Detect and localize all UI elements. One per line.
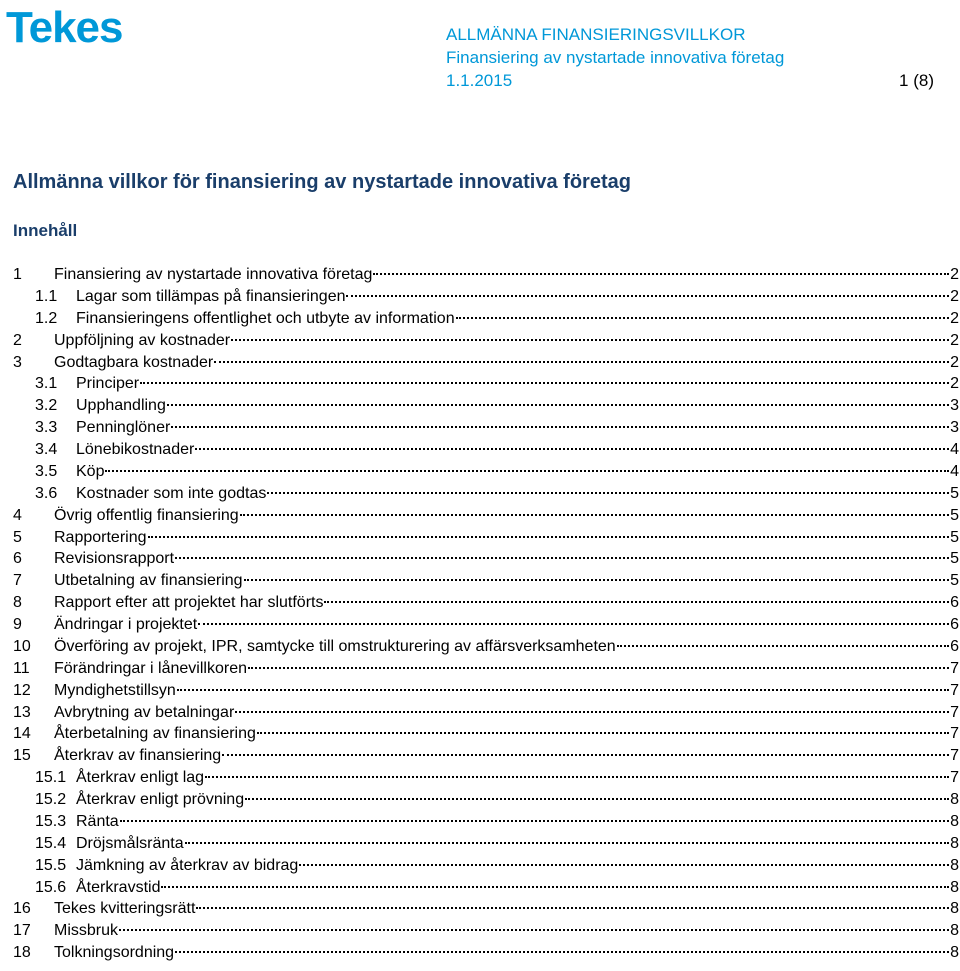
toc-entry[interactable] [13, 417, 959, 439]
toc-entry-page: 8 [950, 878, 959, 896]
header-document-type: ALLMÄNNA FINANSIERINGSVILLKOR [446, 25, 746, 44]
toc-entry-number: 1.1 [35, 287, 58, 305]
toc-dot-leader [140, 382, 949, 384]
toc-entry-number: 9 [13, 616, 22, 633]
toc-entry[interactable] [13, 439, 959, 461]
toc-entry-page: 3 [950, 397, 959, 415]
toc-entry-title: Finansiering av nystartade innovativa företag [54, 266, 373, 283]
toc-entry-page: 8 [950, 944, 959, 962]
toc-dot-leader [214, 361, 949, 363]
toc-dot-leader [324, 601, 949, 603]
toc-entry-page: 8 [950, 812, 959, 830]
toc-dot-leader [161, 886, 949, 888]
toc-entry[interactable] [13, 898, 959, 920]
toc-entry[interactable] [13, 767, 959, 789]
toc-dot-leader [373, 273, 949, 275]
toc-entry-title: Dröjsmålsränta [76, 834, 184, 852]
toc-entry-title: Uppföljning av kostnader [54, 331, 231, 349]
toc-dot-leader [171, 426, 949, 428]
toc-entry-number: 3.6 [35, 484, 58, 502]
toc-entry-number: 10 [13, 637, 31, 655]
toc-entry-page: 6 [950, 637, 959, 655]
toc-entry-number: 3.1 [35, 375, 58, 393]
toc-entry[interactable] [13, 877, 959, 899]
toc-entry-number: 1 [13, 266, 22, 283]
tekes-logo: Tekes [6, 3, 123, 52]
toc-entry-title: Avbrytning av betalningar [54, 703, 235, 721]
toc-dot-leader [617, 645, 949, 647]
toc-entry-page: 5 [950, 484, 959, 502]
toc-entry[interactable] [13, 702, 959, 724]
toc-entry[interactable] [13, 548, 959, 570]
toc-dot-leader [231, 339, 949, 341]
toc-entry-page: 2 [950, 266, 959, 283]
toc-dot-leader [148, 536, 950, 538]
toc-entry[interactable] [13, 614, 959, 636]
page-number: 1 (8) [899, 71, 934, 90]
toc-entry-number: 3.4 [35, 441, 58, 458]
toc-entry-number: 17 [13, 922, 31, 940]
toc-entry-page: 8 [950, 834, 959, 852]
toc-entry-title: Förändringar i lånevillkoren [54, 659, 247, 677]
toc-dot-leader [299, 864, 949, 866]
toc-entry[interactable] [13, 745, 959, 767]
toc-entry-page: 8 [950, 856, 959, 874]
toc-entry-number: 16 [13, 900, 31, 918]
toc-dot-leader [120, 820, 949, 822]
toc-entry[interactable] [13, 636, 959, 658]
toc-entry-page: 7 [950, 725, 959, 743]
toc-entry[interactable] [13, 264, 959, 286]
toc-dot-leader [248, 667, 949, 669]
toc-entry-title: Ränta [76, 812, 119, 830]
toc-entry[interactable] [13, 833, 959, 855]
toc-entry-number: 8 [13, 594, 22, 612]
toc-dot-leader [456, 317, 949, 319]
toc-entry[interactable] [13, 855, 959, 877]
toc-entry[interactable] [13, 527, 959, 549]
toc-entry-page: 2 [950, 353, 959, 371]
toc-entry-title: Återkravstid [76, 878, 161, 896]
toc-entry-number: 1.2 [35, 309, 58, 327]
toc-entry[interactable] [13, 680, 959, 702]
toc-entry-number: 15.1 [35, 769, 67, 787]
toc-dot-leader [105, 470, 949, 472]
header-document-subject: Finansiering av nystartade innovativa företag [446, 48, 785, 67]
toc-entry-title: Rapport efter att projektet har slutförts [54, 594, 324, 612]
toc-dot-leader [205, 776, 949, 778]
toc-entry-page: 8 [950, 900, 959, 918]
toc-entry-title: Utbetalning av finansiering [54, 572, 243, 590]
toc-entry-title: Godtagbara kostnader [54, 353, 214, 371]
toc-dot-leader [240, 514, 949, 516]
toc-dot-leader [235, 711, 949, 713]
toc-dot-leader [346, 295, 949, 297]
toc-entry[interactable] [13, 395, 959, 417]
toc-dot-leader [245, 798, 949, 800]
toc-entry-title: Principer [76, 375, 140, 393]
toc-entry-page: 6 [950, 594, 959, 612]
toc-entry-page: 2 [950, 309, 959, 327]
toc-entry-page: 8 [950, 791, 959, 808]
toc-entry-page: 5 [950, 550, 959, 568]
table-of-contents [13, 264, 959, 964]
toc-entry-number: 3.5 [35, 462, 58, 480]
toc-entry-title: Finansieringens offentlighet och utbyte av information [76, 309, 455, 327]
toc-entry-page: 3 [950, 419, 959, 437]
toc-entry[interactable] [13, 373, 959, 395]
toc-entry-number: 15.5 [35, 856, 67, 874]
toc-entry-number: 3.2 [35, 397, 58, 415]
toc-entry-page: 5 [950, 572, 959, 590]
toc-entry-title: Tekes kvitteringsrätt [54, 900, 196, 918]
document-title: Allmänna villkor för finansiering av nystartade innovativa företag [13, 171, 631, 193]
toc-entry-number: 5 [13, 528, 22, 546]
toc-entry-number: 14 [13, 725, 31, 743]
toc-entry[interactable] [13, 505, 959, 527]
toc-dot-leader [175, 951, 949, 953]
toc-entry-page: 5 [950, 506, 959, 524]
toc-dot-leader [196, 907, 949, 909]
toc-entry-title: Upphandling [76, 397, 166, 415]
toc-dot-leader [198, 623, 949, 625]
toc-entry-number: 15.3 [35, 812, 67, 830]
toc-entry-page: 4 [950, 462, 959, 480]
toc-entry-number: 12 [13, 681, 31, 699]
toc-entry-number: 13 [13, 703, 31, 721]
toc-dot-leader [177, 689, 949, 691]
toc-dot-leader [244, 579, 950, 581]
toc-entry-number: 4 [13, 506, 22, 524]
toc-entry-title: Återkrav enligt prövning [76, 791, 245, 808]
toc-dot-leader [222, 754, 949, 756]
toc-entry-page: 7 [950, 747, 959, 765]
toc-entry-page: 2 [950, 375, 959, 393]
toc-entry-number: 15.4 [35, 834, 67, 852]
toc-dot-leader [119, 929, 949, 931]
toc-entry-title: Återkrav enligt lag [76, 769, 205, 787]
toc-entry-page: 7 [950, 703, 959, 721]
toc-entry-title: Myndighetstillsyn [54, 681, 176, 699]
toc-entry-page: 2 [950, 287, 959, 305]
toc-entry-title: Revisionsrapport [54, 550, 175, 568]
toc-dot-leader [257, 732, 949, 734]
toc-entry[interactable] [13, 286, 959, 308]
toc-entry-page: 7 [950, 681, 959, 699]
toc-entry[interactable] [13, 352, 959, 374]
toc-entry-number: 3 [13, 353, 22, 371]
toc-entry[interactable] [13, 592, 959, 614]
toc-entry[interactable] [13, 330, 959, 352]
toc-entry[interactable] [13, 570, 959, 592]
toc-entry[interactable] [13, 811, 959, 833]
toc-entry[interactable] [13, 942, 959, 964]
toc-entry-title: Jämkning av återkrav av bidrag [76, 856, 299, 874]
toc-entry-title: Tolkningsordning [54, 944, 175, 962]
toc-entry-number: 15 [13, 747, 31, 765]
toc-entry-title: Missbruk [54, 922, 119, 940]
toc-heading: Innehåll [13, 221, 78, 240]
toc-entry-page: 6 [950, 616, 959, 633]
toc-entry[interactable] [13, 461, 959, 483]
toc-entry-title: Penninglöner [76, 419, 171, 437]
toc-entry-page: 8 [950, 922, 959, 940]
toc-entry[interactable] [13, 658, 959, 680]
toc-entry-page: 5 [950, 528, 959, 546]
toc-dot-leader [167, 404, 949, 406]
toc-entry-title: Övrig offentlig finansiering [54, 506, 239, 524]
toc-entry[interactable] [13, 723, 959, 745]
header-date: 1.1.2015 [446, 71, 513, 90]
toc-entry-number: 3.3 [35, 419, 58, 437]
toc-entry[interactable] [13, 789, 959, 811]
toc-dot-leader [185, 842, 950, 844]
toc-entry-title: Lönebikostnader [76, 441, 195, 458]
toc-entry-page: 7 [950, 769, 959, 787]
toc-entry-number: 6 [13, 550, 22, 568]
toc-entry-number: 18 [13, 944, 31, 962]
toc-entry-page: 7 [950, 659, 959, 677]
toc-entry-title: Kostnader som inte godtas [76, 484, 267, 502]
toc-entry[interactable] [13, 308, 959, 330]
toc-entry-title: Köp [76, 462, 105, 480]
toc-dot-leader [195, 448, 949, 450]
toc-entry[interactable] [13, 920, 959, 942]
toc-entry-title: Ändringar i projektet [54, 616, 198, 633]
toc-entry-number: 15.2 [35, 791, 67, 808]
toc-dot-leader [175, 557, 949, 559]
toc-entry-title: Överföring av projekt, IPR, samtycke till omstrukturering av affärsverksamheten [54, 637, 616, 655]
toc-entry-page: 4 [950, 441, 959, 458]
toc-entry-title: Lagar som tillämpas på finansieringen [76, 287, 346, 305]
toc-entry-title: Återbetalning av finansiering [54, 725, 256, 743]
toc-entry-number: 15.6 [35, 878, 67, 896]
toc-entry-number: 2 [13, 331, 22, 349]
toc-entry-number: 7 [13, 572, 22, 590]
toc-entry-number: 11 [13, 659, 30, 677]
toc-entry-title: Rapportering [54, 528, 147, 546]
toc-entry-title: Återkrav av finansiering [54, 747, 222, 765]
toc-entry[interactable] [13, 483, 959, 505]
toc-dot-leader [267, 492, 949, 494]
toc-entry-page: 2 [950, 331, 959, 349]
